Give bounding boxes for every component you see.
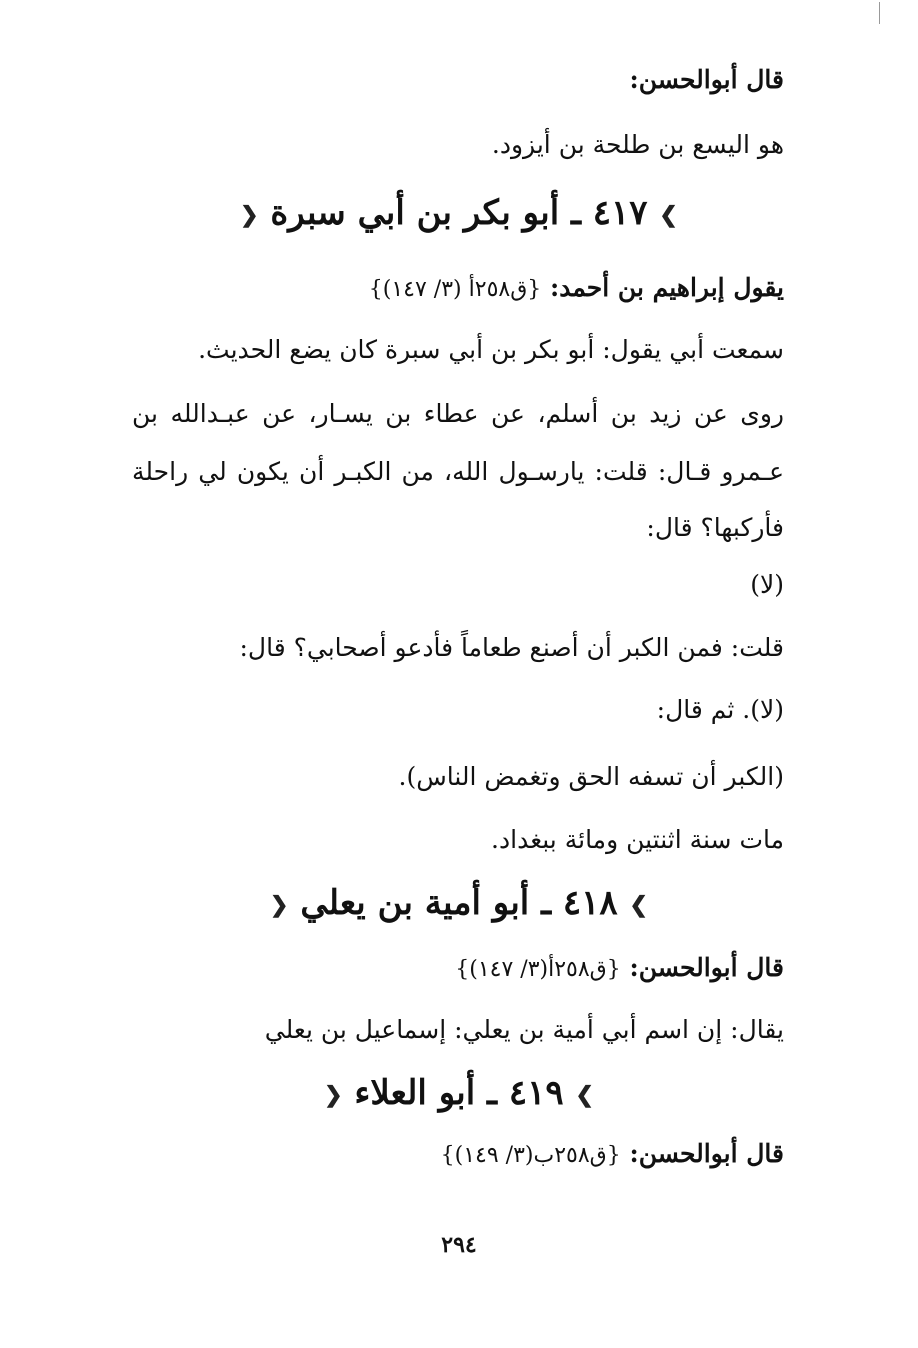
speaker-text: قال أبوالحسن: (629, 953, 784, 982)
speaker-line-3 (455, 948, 784, 990)
ornament-close-icon: ❮ (240, 202, 259, 228)
speaker-text: قال أبوالحسن: (629, 1139, 784, 1168)
entry-heading-418 (0, 878, 918, 930)
ornament-open-icon: ❯ (659, 202, 678, 228)
text-line: روى عن زيد بن أسلم، عن عطاء بن يسـار، عن عبـدالله بن (132, 399, 784, 428)
speaker-label-1 (629, 60, 784, 100)
manuscript-reference: {ق٢٥٨ب(٣/ ١٤٩)} (440, 1143, 621, 1168)
heading-text: ٤١٨ ـ أبو أمية بن يعلي (300, 883, 618, 923)
ornament-close-icon: ❮ (324, 1082, 343, 1108)
text-line: قلت: فمن الكبر أن أصنع طعاماً فأدعو أصحابي؟ قال: (239, 633, 784, 662)
heading-text: ٤١٩ ـ أبو العلاء (354, 1073, 564, 1113)
text-line: فأركبها؟ قال: (646, 513, 784, 542)
heading-text: ٤١٧ ـ أبو بكر بن أبي سبرة (270, 193, 648, 233)
speaker-text: يقول إبراهيم بن أحمد: (550, 273, 784, 302)
text-line: (الكبر أن تسفه الحق وتغمض الناس). (398, 762, 784, 791)
page-number: ٢٩٤ (441, 1232, 477, 1258)
entry-heading-419 (0, 1068, 918, 1120)
text-line: (لا). ثم قال: (656, 695, 784, 724)
ornament-open-icon: ❯ (575, 1082, 594, 1108)
text-line: يقال: إن اسم أبي أمية بن يعلي: إسماعيل بن يعلي (264, 1015, 784, 1044)
margin-tick (879, 2, 880, 24)
text-line: هو اليسع بن طلحة بن أيزود. (491, 130, 784, 159)
text-line: سمعت أبي يقول: أبو بكر بن أبي سبرة كان يضع الحديث. (198, 335, 784, 364)
manuscript-reference: {ق٢٥٨أ(٣/ ١٤٧)} (455, 957, 621, 982)
manuscript-reference: {ق٢٥٨أ (٣/ ١٤٧)} (368, 277, 542, 302)
ornament-close-icon: ❮ (270, 892, 289, 918)
entry-heading-417 (0, 188, 918, 240)
speaker-line-2 (369, 268, 784, 310)
ornament-open-icon: ❯ (629, 892, 648, 918)
text-line: عـمرو قـال: قلت: يارسـول الله، من الكبـر أن يكون لي راحلة (132, 457, 784, 486)
text-line: مات سنة اثنتين ومائة ببغداد. (491, 825, 784, 854)
speaker-text: قال أبوالحسن: (629, 65, 784, 94)
text-line: (لا) (750, 570, 784, 599)
speaker-line-4 (441, 1134, 784, 1176)
